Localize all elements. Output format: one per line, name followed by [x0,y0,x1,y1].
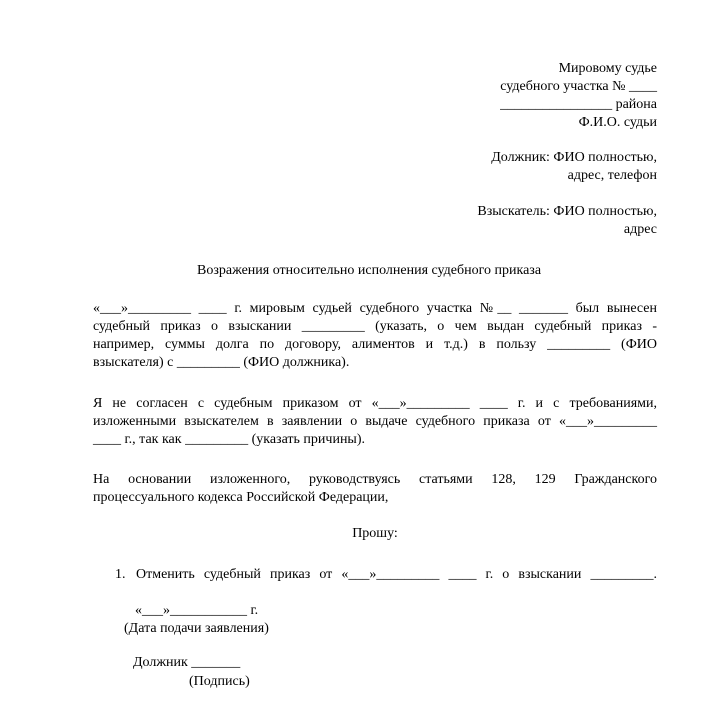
addressee-district: ________________ района [500,97,657,112]
signature-caption: (Подпись) [189,674,250,689]
document-title: Возражения относительно исполнения судебного приказа [197,263,542,278]
claimant-address: адрес [623,222,657,237]
paragraph-1-line-2: судебный приказ о взыскании _________ (указать, о чем выдан судебный приказ - [93,319,657,334]
request-item-number: 1. [115,567,126,582]
request-heading: Прошу: [352,526,398,541]
debtor-name: Должник: ФИО полностью, [491,150,657,165]
paragraph-1-line-3: например, суммы долга по договору, алиментов и т.д.) в пользу _________ (ФИО [93,337,657,352]
debtor-address: адрес, телефон [567,168,657,183]
date-caption: (Дата подачи заявления) [124,621,269,636]
addressee-court-section: судебного участка № ____ [500,79,657,94]
addressee-judge-name: Ф.И.О. судьи [578,115,657,130]
request-item-text: Отменить судебный приказ от «___»_________ ____ г. о взыскании _________. [136,567,657,582]
paragraph-1-line-1: «___»_________ ____ г. мировым судьей судебного участка №__ _______ был вынесен [93,301,657,316]
paragraph-3-line-2: процессуального кодекса Российской Федерации, [93,490,389,505]
date-line: «___»___________ г. [135,603,259,618]
paragraph-2-line-1: Я не согласен с судебным приказом от «___»_________ ____ г. и с требованиями, [93,396,657,411]
addressee-judge: Мировому судье [558,61,657,76]
paragraph-2-line-3: ____ г., так как _________ (указать причины). [93,432,366,447]
claimant-name: Взыскатель: ФИО полностью, [477,204,657,219]
paragraph-3-line-1: На основании изложенного, руководствуясь статьями 128, 129 Гражданского [93,472,657,487]
paragraph-1-line-4: взыскателя) с _________ (ФИО должника). [93,355,350,370]
paragraph-2-line-2: изложенными взыскателем в заявлении о выдаче судебного приказа от «___»_________ [93,414,657,429]
signer-line: Должник _______ [133,655,241,670]
